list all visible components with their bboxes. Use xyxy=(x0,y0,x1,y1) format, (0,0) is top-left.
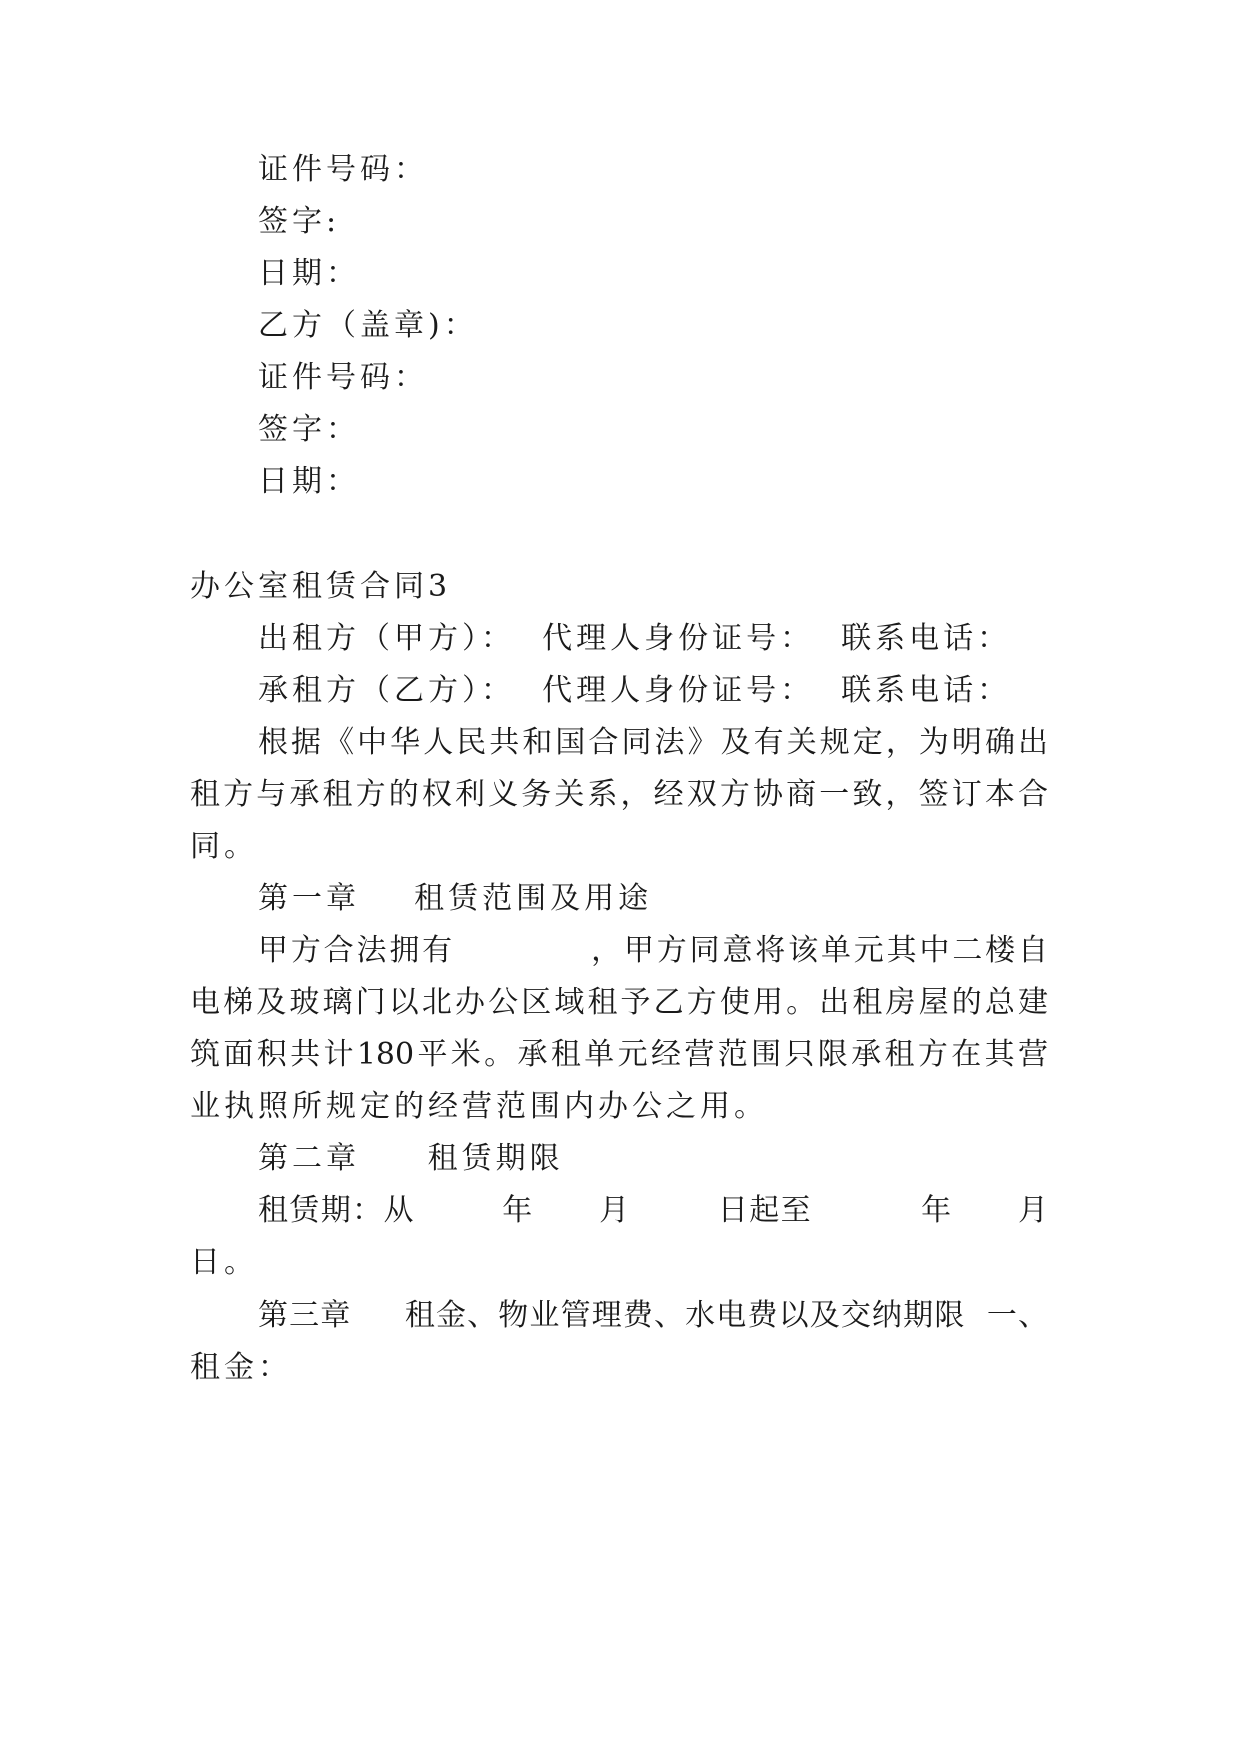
preamble-line-1: 根据《中华人民共和国合同法》及有关规定，为明确出 xyxy=(258,725,1048,760)
chapter2-line-1: 租赁期：从 年 月 日起至 年 月 xyxy=(258,1193,1048,1228)
preamble-line-2: 租方与承租方的权利义务关系，经双方协商一致，签订本合 xyxy=(190,777,1048,812)
chapter1-line-1: 甲方合法拥有 ，甲方同意将该单元其中二楼自 xyxy=(258,933,1048,968)
signature-label-b: 签字： xyxy=(258,412,360,447)
chapter2-heading: 第二章 租赁期限 xyxy=(258,1141,564,1176)
chapter3-heading-line-1: 第三章 租金、物业管理费、水电费以及交纳期限 一、 xyxy=(258,1298,1048,1333)
lessor-line: 出租方（甲方）： 代理人身份证号： 联系电话： xyxy=(258,621,1012,656)
date-label-b: 日期： xyxy=(258,464,360,499)
preamble-line-3: 同。 xyxy=(190,829,258,864)
contract-title: 办公室租赁合同3 xyxy=(190,569,452,604)
chapter2-line-2: 日。 xyxy=(190,1245,258,1280)
chapter1-line-2: 电梯及玻璃门以北办公区域租予乙方使用。出租房屋的总建 xyxy=(190,985,1048,1020)
date-label-a: 日期： xyxy=(258,256,360,291)
lessee-line: 承租方（乙方）： 代理人身份证号： 联系电话： xyxy=(258,673,1012,708)
chapter1-heading: 第一章 租赁范围及用途 xyxy=(258,881,653,916)
party-b-seal-label: 乙方（盖章)： xyxy=(258,308,478,343)
id-number-label-b: 证件号码： xyxy=(258,360,428,395)
id-number-label-a: 证件号码： xyxy=(258,152,428,187)
signature-label-a: 签字: xyxy=(258,204,341,239)
chapter1-line-3: 筑面积共计180平米。承租单元经营范围只限承租方在其营 xyxy=(190,1037,1048,1072)
chapter1-line-4: 业执照所规定的经营范围内办公之用。 xyxy=(190,1089,768,1124)
chapter3-heading-line-2: 租金： xyxy=(190,1350,292,1385)
